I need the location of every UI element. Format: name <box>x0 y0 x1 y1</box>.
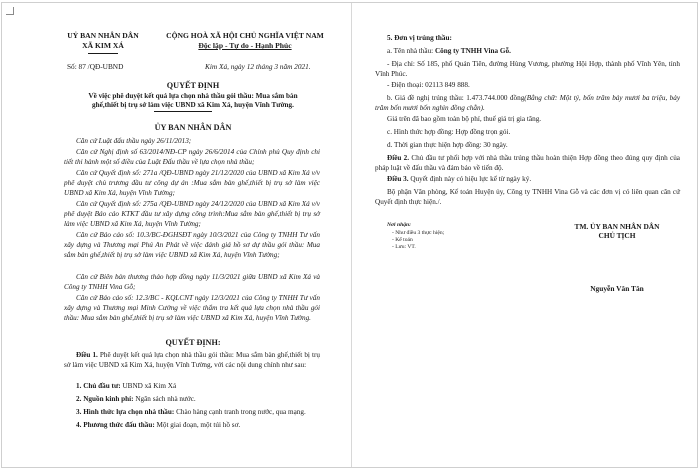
agency-name: UỶ BAN NHÂN DÂN <box>67 31 139 40</box>
signer-name: Nguyễn Văn Tân <box>590 284 644 293</box>
decide-heading: QUYẾT ĐỊNH: <box>165 338 221 347</box>
page-corner-mark <box>6 7 14 15</box>
legal-basis-6: Căn cứ Biên bản thương thảo hợp đồng ngày 11/3/2021 giữa UBND xã Kim Xá và Công ty TNHH Vina Gỗ; <box>64 273 320 292</box>
decision-title: QUYẾT ĐỊNH <box>166 81 220 90</box>
article-1: Điều 1. Phê duyệt kết quả lựa chọn nhà thầu gói thầu: Mua sắm bàn ghế,thiết bị trụ sở làm việc UBND xã Kim Xá, huyện Vĩnh Tường, với các nội dung chính như sau: <box>64 351 320 370</box>
document-page <box>1 2 698 468</box>
legal-basis-3: Căn cứ Quyết định số: 271a /QĐ-UBND ngày 21/12/2020 của UBND xã Kim Xá v/v phê duyệt chủ trương đầu tư công dự án :Mua sắm bàn ghế,thiết bị trụ sở làm việc UBND xã Kim Xá, huyện Vĩnh Tường; <box>64 169 320 198</box>
recipient-1: - Như điều 3 thực hiện; <box>392 230 445 236</box>
recipient-2: - Kế toán <box>392 237 413 243</box>
column-divider <box>351 3 352 467</box>
item-selection-form: 3. Hình thức lựa chọn nhà thầu: Chào hàng cạnh tranh trong nước, qua mạng. <box>76 408 306 416</box>
contractor-name: Công ty TNHH Vina Gỗ. <box>434 47 511 55</box>
item-winning-bidder-heading: 5. Đơn vị trúng thầu: <box>387 34 452 42</box>
legal-basis-4: Căn cứ Quyết định số: 275a /QĐ-UBND ngày 24/12/2020 của UBND xã Kim Xá v/v phê duyệt Báo cáo KTKT đầu tư xây dựng công trình:Mua sắm bàn ghế,thiết bị trụ sở làm việc UBND xã Kim Xá, huyện Vĩnh Tường; <box>64 200 320 229</box>
agency-underline <box>88 53 118 54</box>
contractor-phone: - Điện thoại: 02113 849 888. <box>387 81 470 89</box>
recipient-3: - Lưu: VT. <box>392 244 416 250</box>
closing-paragraph: Bộ phận Văn phòng, Kế toán Huyện ủy, Công ty TNHH Vina Gỗ và các đơn vị có liên quan căn cứ Quyết định thực hiện./. <box>375 188 680 207</box>
contract-duration: d. Thời gian thực hiện hợp đồng: 30 ngày. <box>387 141 508 149</box>
article-3: Điều 3. Quyết định này có hiệu lực kể từ ngày ký. <box>387 175 532 183</box>
recipients-heading: Nơi nhận: <box>387 222 411 228</box>
signature-title: TM. ỦY BAN NHÂN DÂN <box>574 222 660 231</box>
decision-subject-line1: Về việc phê duyệt kết quả lựa chọn nhà thầu gói thầu: Mua sắm bàn <box>88 92 298 100</box>
legal-basis-7: Căn cứ Báo cáo số: 12.3/BC - KQLCNT ngày 12/3/2021 của Công ty TNHH Tư vấn xây dựng và Thương mại Minh Cường về việc thẩm tra kết quả lựa chọn nhà thầu gói thầu: Mua sắm bàn ghế,thiết bị trụ sở làm việc UBND xã Kim Xá, huyện Vĩnh Tường. <box>64 294 320 323</box>
date-line: Kim Xá, ngày 12 tháng 3 năm 2021. <box>205 62 311 71</box>
issuer-heading: ỦY BAN NHÂN DÂN <box>154 123 232 132</box>
item-funding-source: 2. Nguồn kinh phí: Ngân sách nhà nước. <box>76 395 196 403</box>
item-bidding-method: 4. Phương thức đấu thầu: Một giai đoạn, một túi hồ sơ. <box>76 421 241 429</box>
agency-commune: XÃ KIM XÁ <box>82 41 124 50</box>
contract-type: c. Hình thức hợp đồng: Hợp đồng trọn gói. <box>387 128 511 136</box>
signature-role: CHỦ TỊCH <box>598 231 636 240</box>
subject-underline <box>154 111 212 112</box>
price-note: Giá trên đã bao gồm toàn bộ phí, thuế giá trị gia tăng. <box>387 115 542 123</box>
article-1-label: Điều 1. <box>76 351 98 359</box>
article-2: Điều 2. Chủ đầu tư phối hợp với nhà thầu trúng thầu hoàn thiện Hợp đồng theo đúng quy định của pháp luật về đấu thầu và đảm bảo về tiến độ. <box>375 154 680 173</box>
contractor-address: - Địa chỉ: Số 185, phố Quán Tiên, đường Hùng Vương, phường Hội Hợp, thành phố Vĩnh Yên, tỉnh Vĩnh Phúc. <box>375 60 680 79</box>
document-number: Số: 87 /QĐ-UBND <box>67 62 124 71</box>
national-motto: Độc lập - Tự do - Hạnh Phúc <box>198 41 292 50</box>
legal-basis-2: Căn cứ Nghị định số 63/2014/NĐ-CP ngày 26/6/2014 của Chính phủ Quy định chi tiết thi hành một số điều của Luật Đấu thầu về lựa chọn nhà thầu; <box>64 148 320 167</box>
contractor-name-line: a. Tên nhà thầu: Công ty TNHH Vina Gỗ. <box>387 47 511 55</box>
item-investor: 1. Chủ đầu tư: UBND xã Kim Xá <box>76 382 177 390</box>
legal-basis-5: Căn cứ Báo cáo số: 10.3/BC-ĐGHSĐT ngày 10/3/2021 của Công ty TNHH Tư vấn xây dựng và Thương mại Phú An Phát về việc đánh giá hồ sơ dự thầu gói thầu: Mua sắm bàn ghế,thiết bị trụ sở làm việc UBND xã Kim Xá, huyện Vĩnh Tường; <box>64 231 320 260</box>
legal-basis-1: Căn cứ Luật đấu thầu ngày 26/11/2013; <box>76 137 192 145</box>
nation-title: CỘNG HOÀ XÃ HỘI CHỦ NGHĨA VIỆT NAM <box>166 31 324 40</box>
decision-subject-line2: ghế,thiết bị trụ sở làm việc UBND xã Kim Xá, huyện Vĩnh Tường. <box>92 101 294 109</box>
bid-price: b. Giá đề nghị trúng thầu: 1.473.744.000 đồng(Bằng chữ: Một tỷ, bốn trăm bảy mươi ba triệu, bảy trăm bốn mươi bốn nghìn đồng chẵn). <box>375 94 681 113</box>
